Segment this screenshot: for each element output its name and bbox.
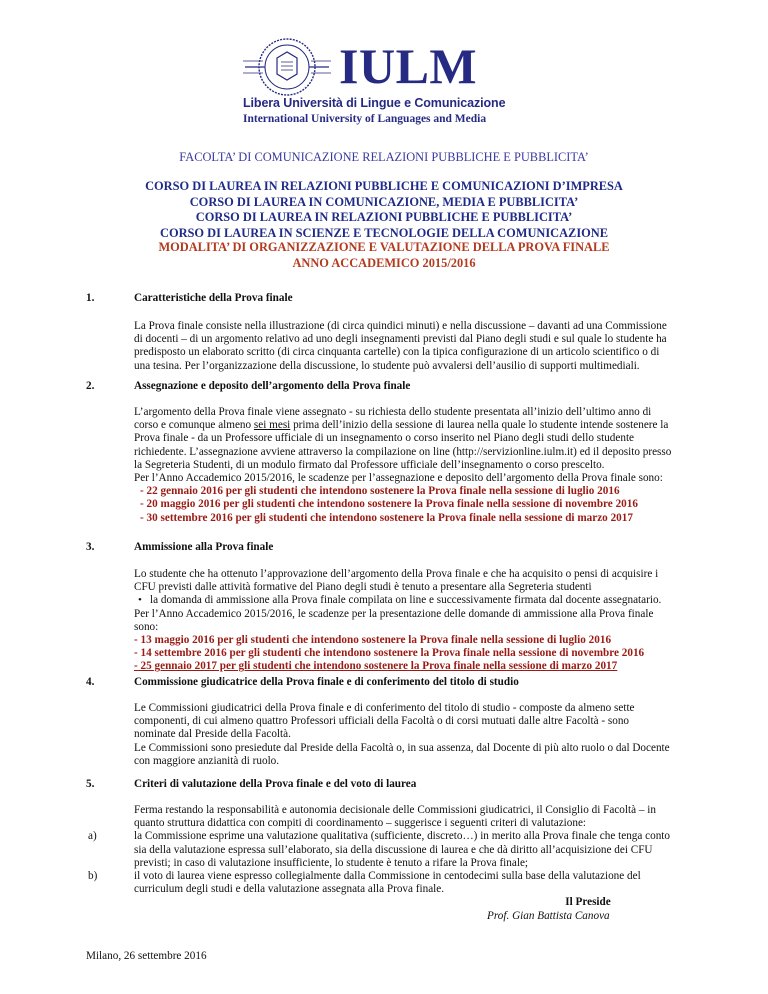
tagline-italian: Libera Università di Lingue e Comunicazione: [243, 96, 506, 110]
text-line: con maggiore anzianità di ruolo.: [134, 754, 280, 767]
text-line: Le Commissioni sono presiedute dal Preside della Facoltà o, in sua assenza, dal Docente di più alto ruolo o dal Docente: [134, 741, 670, 754]
text-line: nominate dal Preside della Facoltà.: [134, 728, 291, 741]
section-title: Commissione giudicatrice della Prova finale e di conferimento del titolo di studio: [134, 676, 519, 688]
deadline-item: - 22 gennaio 2016 per gli studenti che intendono sostenere la Prova finale nella sessione di luglio 2016: [140, 485, 620, 498]
section-number: 2.: [86, 380, 95, 392]
deadline-item: - 14 settembre 2016 per gli studenti che intendono sostenere la Prova finale nella sessione di novembre 2016: [134, 647, 645, 660]
section-number: 1.: [86, 292, 95, 304]
text-line: il voto di laurea viene espresso collegialmente dalla Commissione in centodecimi sulla base della valutazione del: [134, 870, 641, 883]
tagline-english: International University of Languages and Media: [243, 113, 487, 125]
text-line: una tesina. Per l’organizzazione della discussione, lo studente può avvalersi dell’ausilio di supporti multimediali.: [134, 359, 640, 372]
text-line: predisposto un elaborato scritto (di circa cinquanta cartelle) con la tipica configurazione di un articolo scientifico o di: [134, 346, 660, 359]
document-date: Milano, 26 settembre 2016: [86, 950, 207, 962]
section-body: [134, 320, 668, 373]
deadline-item: - 25 gennaio 2017 per gli studenti che intendono sostenere la Prova finale nella sessione di marzo 2017: [134, 660, 618, 673]
deadline-item: - 13 maggio 2016 per gli studenti che intendono sostenere la Prova finale nella sessione di luglio 2016: [134, 634, 612, 647]
iulm-logo: [241, 36, 521, 124]
bullet-icon: •: [138, 594, 142, 606]
section-title: Caratteristiche della Prova finale: [134, 292, 293, 304]
text-line: La Prova finale consiste nella illustrazione (di circa quindici minuti) e nella discussione – davanti ad una Commissione: [134, 320, 667, 332]
text-line: componenti, di cui almeno quattro Professori ufficiali della Facoltà o di corsi mutuati dalle altre Facoltà - sono: [134, 715, 630, 728]
deadline-item: - 30 settembre 2016 per gli studenti che intendono sostenere la Prova finale nella sessione di marzo 2017: [140, 511, 633, 524]
text-line: Le Commissioni giudicatrici della Prova finale e di conferimento del titolo di studio - composte da almeno sette: [134, 702, 635, 714]
course-item: CORSO DI LAUREA IN SCIENZE E TECNOLOGIE DELLA COMUNICAZIONE: [160, 225, 608, 240]
text-line: Lo studente che ha ottenuto l’approvazione dell’argomento della Prova finale e che ha acquisito o pensi di acquisire i: [134, 568, 659, 580]
text-fragment: prima dell’inizio della sessione di laurea nella quale lo studente intende sostenere la: [290, 419, 669, 432]
signature-role: Il Preside: [565, 896, 611, 908]
text-fragment: corso e comunque almeno: [134, 419, 254, 432]
section-number: 3.: [86, 541, 95, 553]
section-title: Criteri di valutazione della Prova finale e del voto di laurea: [134, 778, 417, 790]
section-body: [134, 702, 668, 768]
university-seal-icon: [241, 36, 333, 98]
section-body: [134, 406, 672, 525]
text-line: richiedente. L’assegnazione avviene attraverso la compilazione on line (http://servizionline.iulm.it) ed il deposito presso: [134, 445, 672, 458]
document-title: [0, 240, 768, 271]
list-label: b): [88, 870, 98, 882]
underlined-text: sei mesi: [253, 419, 291, 432]
section-number: 5.: [86, 778, 95, 790]
text-line: quanto struttura didattica con compiti di coordinamento – suggerisce i seguenti criteri di valutazione:: [134, 817, 587, 830]
faculty-heading: FACOLTA’ DI COMUNICAZIONE RELAZIONI PUBBLICHE E PUBBLICITA’: [179, 150, 589, 164]
text-line: L’argomento della Prova finale viene assegnato - su richiesta dello studente presentata all’inizio dell’ultimo anno di: [134, 406, 652, 418]
text-line: previsti; in caso di valutazione insufficiente, lo studente è tenuto a rifare la Prova finale;: [134, 856, 529, 869]
text-line: Per l’Anno Accademico 2015/2016, le scadenze per l’assegnazione e deposito dell’argomento della Prova finale sono:: [134, 472, 663, 485]
text-line: Per l’Anno Accademico 2015/2016, le scadenze per la presentazione delle domande di ammissione alla Prova finale: [134, 607, 654, 620]
list-label: a): [88, 830, 97, 842]
text-line: sia della valutazione espressa sull’elaborato, sia della discussione di laurea e che dà diritto all’acquisizione dei CFU: [134, 843, 653, 856]
text-line: [134, 419, 668, 432]
deadline-item: - 20 maggio 2016 per gli studenti che intendono sostenere la Prova finale nella sessione di novembre 2016: [140, 498, 638, 511]
bullet-text: la domanda di ammissione alla Prova finale compilata on line e successivamente firmata dal docente assegnatario.: [150, 594, 662, 607]
title-line: ANNO ACCADEMICO 2015/2016: [292, 255, 476, 270]
text-line: Ferma restando la responsabilità e autonomia decisionale delle Commissioni giudicatrici, il Consiglio di Facoltà – in: [134, 804, 656, 816]
text-line: curriculum degli studi e della valutazione assegnata alla Prova finale.: [134, 883, 445, 896]
section-title: Assegnazione e deposito dell’argomento della Prova finale: [134, 380, 411, 392]
course-item: CORSO DI LAUREA IN RELAZIONI PUBBLICHE E PUBBLICITA’: [195, 210, 573, 224]
text-line: la Commissione esprime una valutazione qualitativa (sufficiente, discreto…) in merito alla Prova finale che tenga conto: [134, 830, 671, 843]
section-title: Ammissione alla Prova finale: [134, 541, 274, 553]
course-item: CORSO DI LAUREA IN RELAZIONI PUBBLICHE E COMUNICAZIONI D’IMPRESA: [145, 179, 623, 193]
course-item: CORSO DI LAUREA IN COMUNICAZIONE, MEDIA E PUBBLICITA’: [189, 194, 579, 209]
text-line: Prova finale - da un Professore ufficiale di un insegnamento o corso inserito nel Piano degli studi dello studente: [134, 432, 635, 445]
text-line: la Segreteria Studenti, di un modulo firmato dal Professore ufficiale dell’insegnamento o corso prescelto.: [134, 458, 605, 471]
section-body: [134, 568, 668, 674]
text-line: sono:: [134, 620, 159, 633]
brand-name: IULM: [339, 38, 478, 94]
text-line: di docenti – di un argomento relativo ad uno degli insegnamenti previsti dal Piano degli studi e sul quale lo studente ha: [134, 333, 667, 346]
title-line: MODALITA’ DI ORGANIZZAZIONE E VALUTAZIONE DELLA PROVA FINALE: [158, 240, 610, 254]
section-body: [134, 804, 671, 896]
section-number: 4.: [86, 676, 95, 688]
course-list: [0, 179, 768, 241]
signature-name: Prof. Gian Battista Canova: [487, 910, 610, 922]
text-line: CFU previsti dalle attività formative del Piano degli studi è tenuto a presentare alla Segreteria studenti: [134, 581, 592, 594]
